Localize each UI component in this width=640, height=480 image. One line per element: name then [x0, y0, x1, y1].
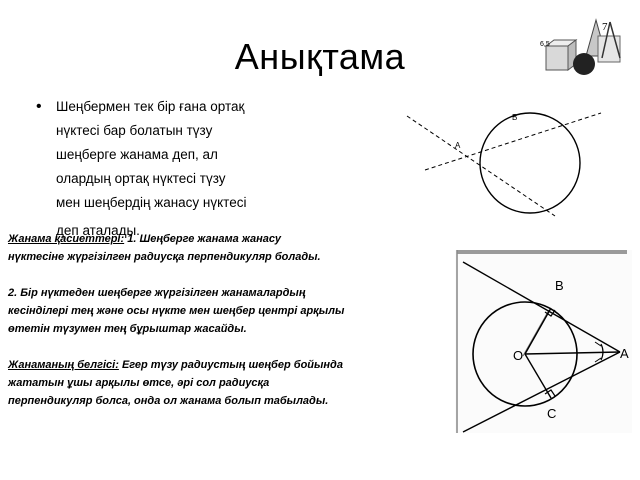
geometry-logo-icon: [540, 16, 628, 88]
tangent-figure: [405, 108, 605, 228]
bullet-dot-icon: •: [36, 98, 42, 115]
lower-tangent-line: [463, 352, 620, 432]
point-b-label: B: [512, 113, 518, 122]
sign-line-1: [8, 356, 453, 374]
property-2-line-2: кесінділері тең және осы нүкте мен шеңбер центрі арқылы: [8, 305, 345, 317]
property-2-line-3: өтетін түзумен тең бұрыштар жасайды.: [8, 323, 247, 335]
upper-tangent-line: [463, 262, 620, 352]
definition-line: шеңберге жанама деп, ал: [56, 147, 218, 162]
properties-heading: Жанама қасиеттері:: [8, 233, 125, 245]
point-b-label: B: [555, 278, 564, 293]
property-1-line-2: нүктесіне жүргізілген радиусқа перпендикуляр болады.: [8, 251, 321, 263]
point-o-label: O: [513, 348, 524, 363]
definition-line: нүктесі бар болатын түзу: [56, 123, 213, 138]
logo-label-7: 7: [602, 21, 608, 33]
secant-line: [407, 116, 555, 216]
definition-line: деп аталады.: [56, 223, 140, 238]
point-c-label: C: [547, 406, 557, 421]
sign-text: Егер түзу радиустың шеңбер бойында: [118, 359, 343, 371]
property-2-line-1: 2. Бір нүктеден шеңберге жүргізілген жанамалардың: [8, 287, 306, 299]
properties-text: [8, 230, 453, 410]
point-a-label: A: [620, 346, 629, 361]
radius-ob: [525, 308, 551, 354]
slide-title: Анықтама: [234, 36, 406, 77]
radius-oc: [525, 354, 551, 398]
property-1-text: 1. Шеңберге жанама жанасу: [124, 233, 282, 245]
definition-line: мен шеңбердің жанасу нүктесі: [56, 195, 247, 210]
circle-shape: [480, 113, 580, 213]
sign-line-2: жататын ұшы арқылы өтсе, әрі сол радиусқа: [8, 377, 270, 389]
sign-line-3: перпендикуляр болса, онда ол жанама болып табылады.: [8, 395, 329, 407]
definition-line: олардың ортақ нүктесі түзу: [56, 171, 226, 186]
tangents-from-point-figure: [455, 250, 632, 433]
property-1-line-1: [8, 230, 453, 248]
point-a-label: A: [455, 141, 461, 150]
center-line: [525, 352, 620, 354]
definition-text: [56, 95, 341, 243]
definition-line: Шеңбермен тек бір ғана ортақ: [56, 99, 245, 114]
sign-heading: Жанаманың белгісі:: [8, 359, 119, 371]
logo-label-65: 6,5: [540, 41, 550, 48]
